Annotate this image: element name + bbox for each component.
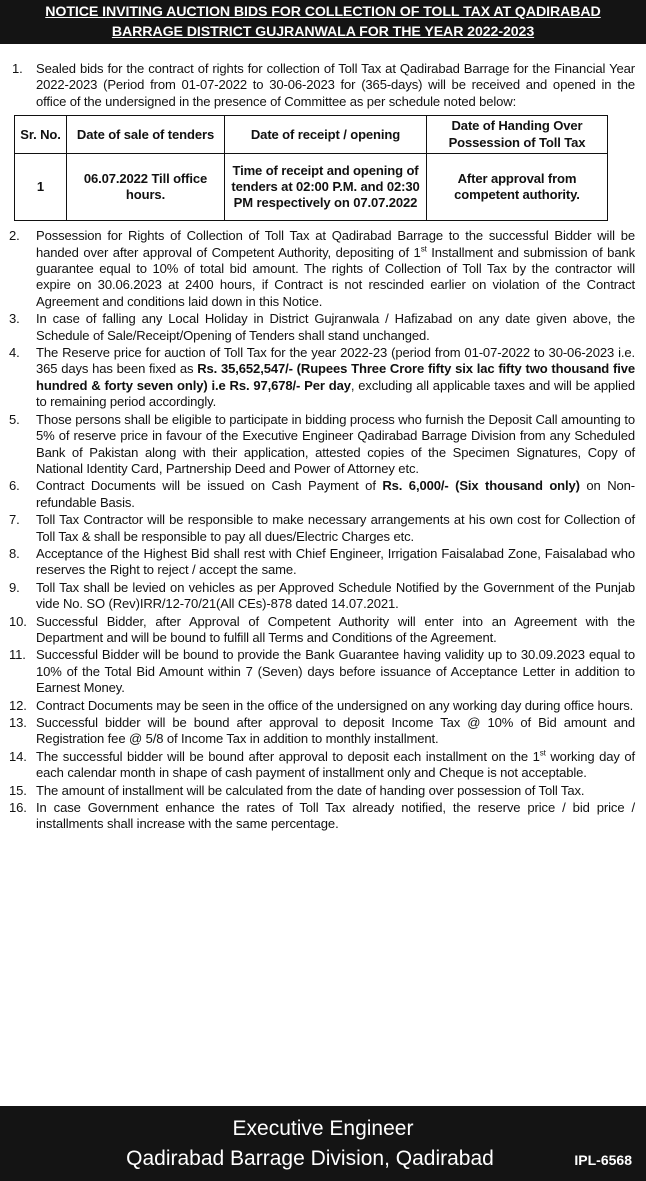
cell-sale-date: 06.07.2022 Till office hours. <box>67 154 225 221</box>
clause-number: 5. <box>9 411 20 427</box>
clause-text: Contract Documents will be issued on Cash Payment of <box>36 478 383 494</box>
clause-3 <box>9 311 635 344</box>
clause-1 <box>9 61 635 110</box>
clause-text: Successful Bidder, after Approval of Competent Authority will enter into an Agreement with the Department and will be bound to fulfill all Terms and Conditions of the Agreement. <box>36 613 635 645</box>
notice-title-line1: NOTICE INVITING AUCTION BIDS FOR COLLECTION OF TOLL TAX AT QADIRABAD <box>45 4 601 20</box>
notice-body <box>9 61 635 834</box>
clause-number: 8. <box>9 545 20 561</box>
clause-11 <box>9 647 635 696</box>
clause-text: In case of falling any Local Holiday in District Gujranwala / Hafizabad on any date given above, the Schedule of Sale/Receipt/Opening of Tenders shall stand unchanged. <box>36 311 635 343</box>
clause-13 <box>9 715 635 748</box>
schedule-table <box>14 115 608 221</box>
ad-code: IPL-6568 <box>574 1152 632 1168</box>
clause-text: Toll Tax shall be levied on vehicles as per Approved Schedule Notified by the Government of the Punjab vide No. SO (Rev)IRR/12-70/21(All CEs)-878 dated 14.07.2021. <box>36 579 635 612</box>
clause-text: Those persons shall be eligible to participate in bidding process who furnish the Deposit Call amounting to 5% of reserve price in favour of the Executive Engineer Qadirabad Barrage Division from any Scheduled Bank of Pakistan along with their application, attested copies of the Specimen Signatures, Copy of National Identity Card, Partnership Deed and Power of Attorney etc. <box>36 411 635 476</box>
clause-number: 15. <box>9 782 27 798</box>
clause-number: 7. <box>9 512 20 528</box>
clause-5 <box>9 412 635 478</box>
clause-number: 13. <box>9 715 27 730</box>
reserve-price: Rs. 35,652,547/- (Rupees Three Crore fifty six lac fifty two thousand five hundred & forty seven only) i.e Rs. 97,678/- Per day <box>36 361 635 393</box>
clause-text: Toll Tax Contractor will be responsible to make necessary arrangements at his own cost for Collection of Toll Tax & shall be responsible to pay all dues/Electric Charges etc. <box>36 512 635 544</box>
clause-2 <box>9 228 635 310</box>
ordinal-suffix: st <box>539 748 546 758</box>
clause-9 <box>9 580 635 613</box>
header-possession-date: Date of Handing Over Possession of Toll Tax <box>427 116 608 154</box>
header-sale-date: Date of sale of tenders <box>67 116 225 154</box>
cell-possession-date: After approval from competent authority. <box>427 154 608 221</box>
clause-text: Successful Bidder will be bound to provide the Bank Guarantee having validity up to 30.09.2023 equal to 10% of the Total Bid Amount within 7 (Seven) days before issuance of Acceptance Letter in addition to Earnest Money. <box>36 647 635 696</box>
clause-text: The successful bidder will be bound after approval to deposit each installment on the 1 <box>36 748 540 764</box>
document-fee: Rs. 6,000/- (Six thousand only) <box>382 478 580 494</box>
notice-title-line2: BARRAGE DISTRICT GUJRANWALA FOR THE YEAR 2022-2023 <box>111 24 535 40</box>
clause-number: 2. <box>9 228 20 244</box>
clause-10 <box>9 614 635 647</box>
clause-number: 12. <box>9 697 27 713</box>
clause-14 <box>9 749 635 782</box>
clause-text: Possession for Rights of Collection of Toll Tax at Qadirabad Barrage to the successful Bidder will be handed over after approval of Competent Authority, depositing of 1 <box>36 228 635 260</box>
signature-footer <box>0 1106 646 1181</box>
signatory-title: Executive Engineer <box>232 1117 414 1140</box>
clause-text-cont: Installment and submission of bank guarantee equal to 10% of total bid amount. The rights of Collection of Toll Tax by the contractor will expire on 30.06.2023 at 2400 hours, if Contract is not rescinded earlier on violation of the Contract Agreement and conditions laid down in this Notice. <box>36 244 635 309</box>
clause-16 <box>9 800 635 833</box>
header-receipt-date: Date of receipt / opening <box>225 116 427 154</box>
clause-text-cont: working day of each calendar month in shape of cash payment of installment only and Cheque is not acceptable. <box>36 748 635 781</box>
clause-number: 4. <box>9 345 20 361</box>
cell-sr-no: 1 <box>15 154 67 221</box>
clause-number: 6. <box>9 478 20 494</box>
clause-12 <box>9 698 635 714</box>
clause-text: In case Government enhance the rates of Toll Tax already notified, the reserve price / bid price / installments shall increase with the same percentage. <box>36 800 635 832</box>
clause-number: 1. <box>12 61 23 76</box>
clause-text: Contract Documents may be seen in the office of the undersigned on any working day during office hours. <box>36 697 634 713</box>
clause-text: Successful bidder will be bound after approval to deposit Income Tax @ 10% of Bid amount and Registration fee @ 5/8 of Income Tax in addition to monthly installment. <box>36 715 635 747</box>
clause-text: The Reserve price for auction of Toll Tax for the year 2022-23 (period from 01-07-2022 to 30-06-2023 i.e. 365 days has been fixed as <box>36 345 635 377</box>
ordinal-suffix: st <box>420 244 427 254</box>
clause-text-cont: , excluding all applicable taxes and will be applied to remaining period accordingly. <box>36 377 635 410</box>
clause-number: 16. <box>9 800 27 816</box>
notice-header <box>0 0 646 44</box>
clause-8 <box>9 546 635 579</box>
table-row <box>15 154 608 221</box>
clause-text: Acceptance of the Highest Bid shall rest with Chief Engineer, Irrigation Faisalabad Zone, Faisalabad who reserves the Right to reject / accept the same. <box>36 545 635 578</box>
clause-6 <box>9 478 635 511</box>
clause-text-cont: on Non- refundable Basis. <box>36 478 635 510</box>
signatory-office: Qadirabad Barrage Division, Qadirabad <box>126 1147 494 1170</box>
clause-text: Sealed bids for the contract of rights for collection of Toll Tax at Qadirabad Barrage for the Financial Year 2022-2023 (Period from 01-07-2022 to 30-06-2023 for (365-days) will be received and opened in the office of the undersigned in the presence of Committee as per schedule noted below: <box>36 61 635 109</box>
clause-number: 11. <box>9 647 26 663</box>
table-header-row <box>15 116 608 154</box>
clause-number: 14. <box>9 748 27 764</box>
clause-7 <box>9 512 635 545</box>
clause-4 <box>9 345 635 411</box>
cell-receipt-date: Time of receipt and opening of tenders at 02:00 P.M. and 02:30 PM respectively on 07.07.2022 <box>225 154 427 221</box>
clause-number: 9. <box>9 579 20 595</box>
clause-number: 3. <box>9 311 20 327</box>
clause-15 <box>9 783 635 799</box>
clause-number: 10. <box>9 613 27 629</box>
header-sr-no: Sr. No. <box>15 116 67 154</box>
clause-text: The amount of installment will be calculated from the date of handing over possession of Toll Tax. <box>36 782 585 798</box>
